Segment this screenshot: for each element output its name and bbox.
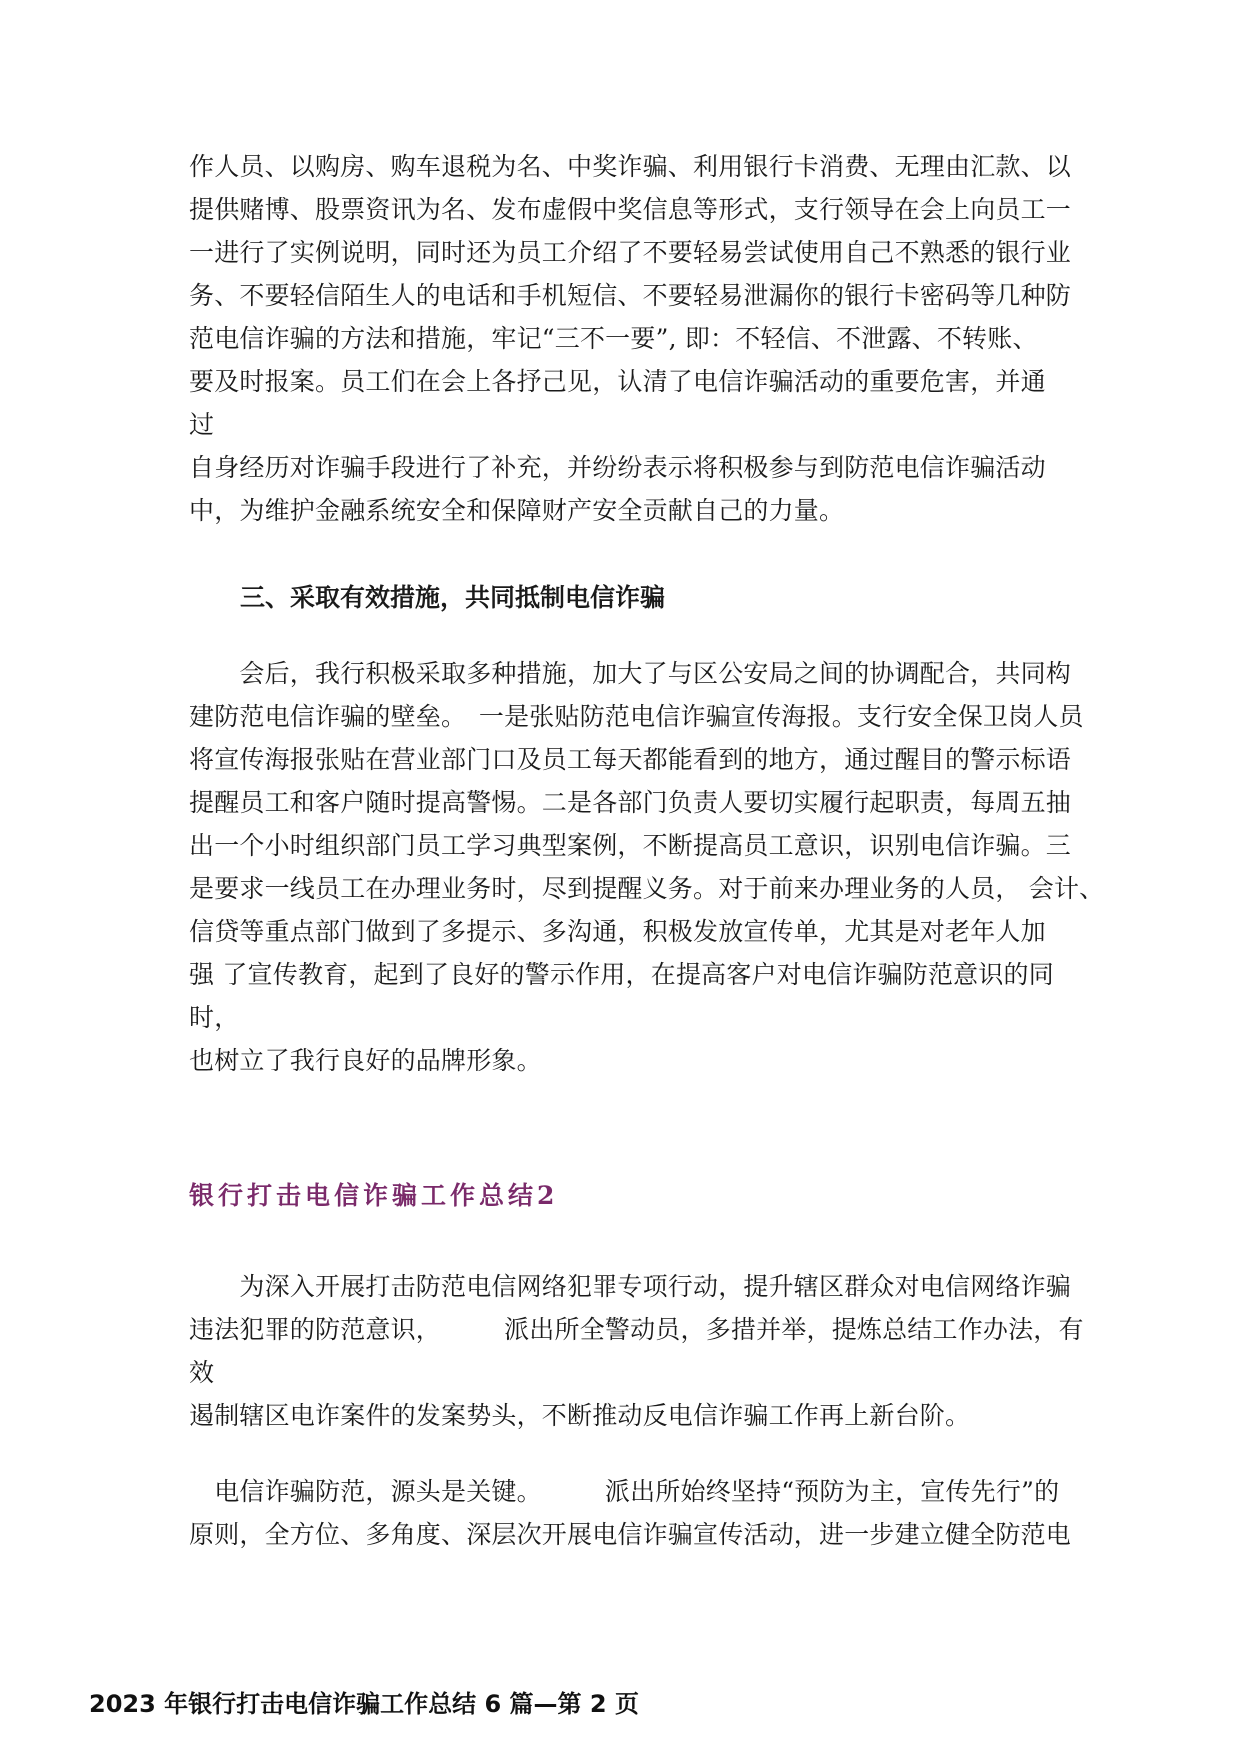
paragraph-line: 作人员、以购房、购车退税为名、中奖诈骗、利用银行卡消费、无理由汇款、以 [189, 152, 1072, 181]
paragraph-line: 自身经历对诈骗手段进行了补充，并纷纷表示将积极参与到防范电信诈骗活动 [189, 453, 1046, 482]
paragraph-line: 建防范电信诈骗的壁垒。 一是张贴防范电信诈骗宣传海报。支行安全保卫岗人员 [189, 702, 1084, 731]
paragraph-line: 中，为维护金融系统安全和保障财产安全贡献自己的力量。 [189, 496, 845, 525]
paragraph-line: 提醒员工和客户随时提高警惕。二是各部门负责人要切实履行起职责，每周五抽 [189, 788, 1072, 817]
paragraph-line: 也树立了我行良好的品牌形象。 [189, 1046, 542, 1075]
paragraph-line: 务、不要轻信陌生人的电话和手机短信、不要轻易泄漏你的银行卡密码等几种防 [189, 281, 1072, 310]
page-footer: 2023 年银行打击电信诈骗工作总结 6 篇—第 2 页 [89, 1690, 639, 1718]
paragraph-line: 将宣传海报张贴在营业部门口及员工每天都能看到的地方，通过醒目的警示标语 [189, 745, 1072, 774]
article-two-paragraph-2 [189, 1470, 1089, 1556]
paragraph-line: 信贷等重点部门做到了多提示、多沟通，积极发放宣传单，尤其是对老年人加 [189, 917, 1046, 946]
section-heading: 三、采取有效措施，共同抵制电信诈骗 [240, 583, 666, 612]
paragraph-line: 会后，我行积极采取多种措施，加大了与区公安局之间的协调配合，共同构 [189, 659, 1072, 688]
paragraph-line: 效 [189, 1358, 215, 1387]
article-two-paragraph-1 [189, 1265, 1089, 1437]
top-paragraph [189, 145, 1089, 532]
paragraph-line: 强 了宣传教育，起到了良好的警示作用，在提高客户对电信诈骗防范意识的同 [189, 960, 1054, 989]
paragraph-line: 电信诈骗防范，源头是关键。 派出所始终坚持“预防为主，宣传先行”的 [189, 1477, 1060, 1506]
article-title: 银行打击电信诈骗工作总结2 [189, 1181, 559, 1210]
paragraph-line: 违法犯罪的防范意识， 派出所全警动员，多措并举，提炼总结工作办法，有 [189, 1315, 1084, 1344]
paragraph-line: 出一个小时组织部门员工学习典型案例，不断提高员工意识，识别电信诈骗。三 [189, 831, 1072, 860]
paragraph-line: 范电信诈骗的方法和措施，牢记“三不一要”, 即：不轻信、不泄露、不转账、 [189, 324, 1038, 353]
paragraph-line: 一进行了实例说明，同时还为员工介绍了不要轻易尝试使用自己不熟悉的银行业 [189, 238, 1072, 267]
paragraph-line: 时， [189, 1003, 240, 1032]
paragraph-line: 过 [189, 410, 215, 439]
paragraph-line: 为深入开展打击防范电信网络犯罪专项行动，提升辖区群众对电信网络诈骗 [189, 1272, 1072, 1301]
paragraph-line: 要及时报案。员工们在会上各抒己见，认清了电信诈骗活动的重要危害，并通 [189, 367, 1046, 396]
paragraph-line: 是要求一线员工在办理业务时，尽到提醒义务。对于前来办理业务的人员， 会计、 [189, 874, 1105, 903]
paragraph-line: 原则，全方位、多角度、深层次开展电信诈骗宣传活动，进一步建立健全防范电 [189, 1520, 1072, 1549]
paragraph-line: 遏制辖区电诈案件的发案势头，不断推动反电信诈骗工作再上新台阶。 [189, 1401, 971, 1430]
section-three-paragraph [189, 652, 1105, 1082]
paragraph-line: 提供赌博、股票资讯为名、发布虚假中奖信息等形式，支行领导在会上向员工一 [189, 195, 1072, 224]
